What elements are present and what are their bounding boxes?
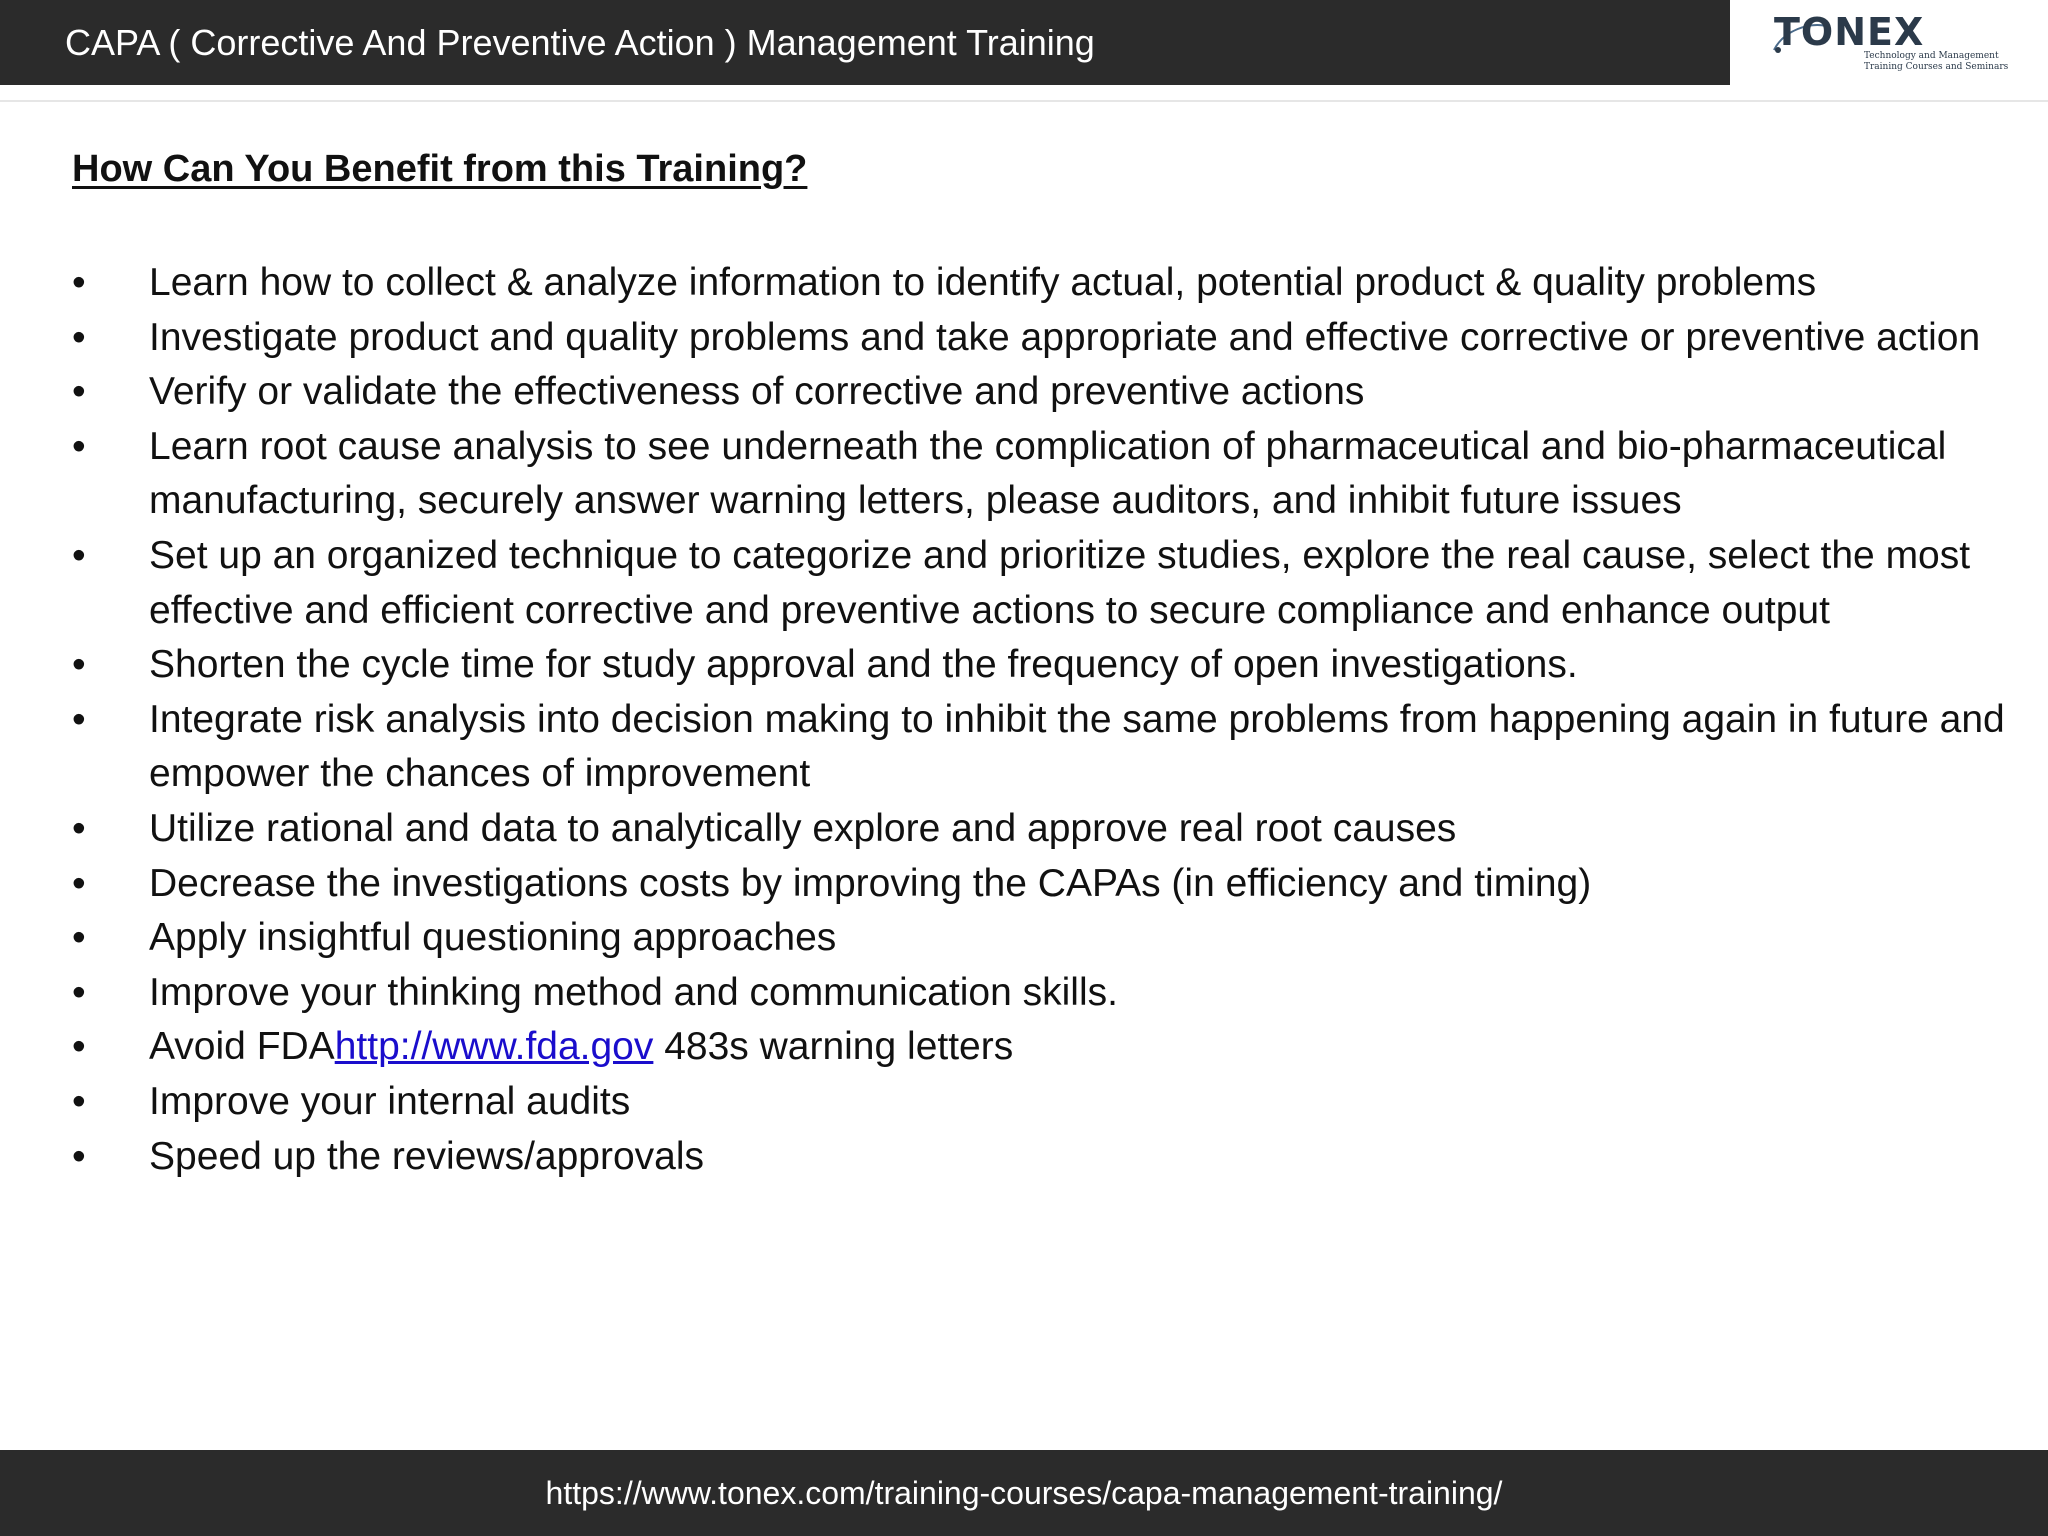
- list-item: [72, 311, 2022, 366]
- bullet-icon: •: [72, 697, 86, 741]
- bullet-icon: •: [72, 1025, 86, 1069]
- bullet-icon: •: [72, 533, 86, 577]
- list-item: [72, 857, 2022, 912]
- list-item: [72, 256, 2022, 311]
- list-item: [72, 420, 2022, 529]
- logo-tagline-line2: Training Courses and Seminars: [1864, 62, 2009, 72]
- benefits-list: [72, 256, 2022, 1184]
- bullet-icon: •: [72, 643, 86, 687]
- bullet-icon: •: [72, 315, 86, 359]
- footer-url: https://www.tonex.com/training-courses/capa-management-training/: [545, 1475, 1503, 1511]
- page-title: CAPA ( Corrective And Preventive Action ) Management Training: [65, 22, 1095, 63]
- list-item-text: Investigate product and quality problems and take appropriate and effective corrective or preventive action: [149, 315, 1981, 359]
- logo-tagline-line1: Technology and Management: [1864, 51, 1999, 61]
- list-item-text: Integrate risk analysis into decision making to inhibit the same problems from happening again in future and empower the chances of improvement: [149, 697, 2005, 796]
- list-item-text: Improve your internal audits: [149, 1079, 631, 1123]
- list-item: [72, 1020, 2022, 1075]
- footer-bar: [0, 1450, 2048, 1536]
- fda-link[interactable]: http://www.fda.gov: [334, 1025, 654, 1069]
- list-item-text-suffix: 483s warning letters: [653, 1025, 1014, 1069]
- section-heading: How Can You Benefit from this Training?: [72, 148, 808, 190]
- list-item-text: Verify or validate the effectiveness of corrective and preventive actions: [149, 370, 1365, 414]
- bullet-icon: •: [72, 261, 86, 304]
- logo-wordmark: TONEX: [1774, 10, 1925, 54]
- list-item-text: Decrease the investigations costs by improving the CAPAs (in efficiency and timing): [149, 861, 1592, 905]
- list-item: [72, 966, 2022, 1021]
- bullet-icon: •: [72, 916, 86, 960]
- list-item-text: Learn root cause analysis to see underneath the complication of pharmaceutical and bio-pharmaceutical manufacturing, securely answer warning letters, please auditors, and inhibit future issues: [149, 424, 1947, 523]
- list-item: [72, 365, 2022, 420]
- list-item-text: Shorten the cycle time for study approval and the frequency of open investigations.: [149, 643, 1578, 687]
- header-divider: [0, 100, 2048, 102]
- bullet-icon: •: [72, 370, 86, 414]
- list-item: [72, 529, 2022, 638]
- bullet-icon: •: [72, 1134, 86, 1178]
- list-item: [72, 911, 2022, 966]
- list-item: [72, 1075, 2022, 1130]
- header-bar: [0, 0, 1730, 85]
- list-item-text: Set up an organized technique to categorize and prioritize studies, explore the real cause, select the most effective and efficient corrective and preventive actions to secure compliance and enhance output: [149, 533, 1971, 632]
- bullet-icon: •: [72, 424, 86, 468]
- list-item-text: Speed up the reviews/approvals: [149, 1134, 705, 1178]
- tonex-logo: [1730, 0, 2048, 100]
- bullet-icon: •: [72, 970, 86, 1014]
- list-item: [72, 1130, 2022, 1185]
- list-item: [72, 693, 2022, 802]
- list-item-text-prefix: Avoid FDA: [149, 1025, 335, 1069]
- list-item-text: Apply insightful questioning approaches: [149, 916, 837, 960]
- bullet-icon: •: [72, 1079, 86, 1123]
- logo-tagline: [1864, 51, 2044, 73]
- list-item-text: Utilize rational and data to analytically explore and approve real root causes: [149, 806, 1457, 850]
- list-item-text: Improve your thinking method and communication skills.: [149, 970, 1118, 1014]
- list-item-text: Learn how to collect & analyze information to identify actual, potential product & quality problems: [149, 261, 1817, 304]
- list-item: [72, 638, 2022, 693]
- list-item: [72, 802, 2022, 857]
- bullet-icon: •: [72, 806, 86, 850]
- bullet-icon: •: [72, 861, 86, 905]
